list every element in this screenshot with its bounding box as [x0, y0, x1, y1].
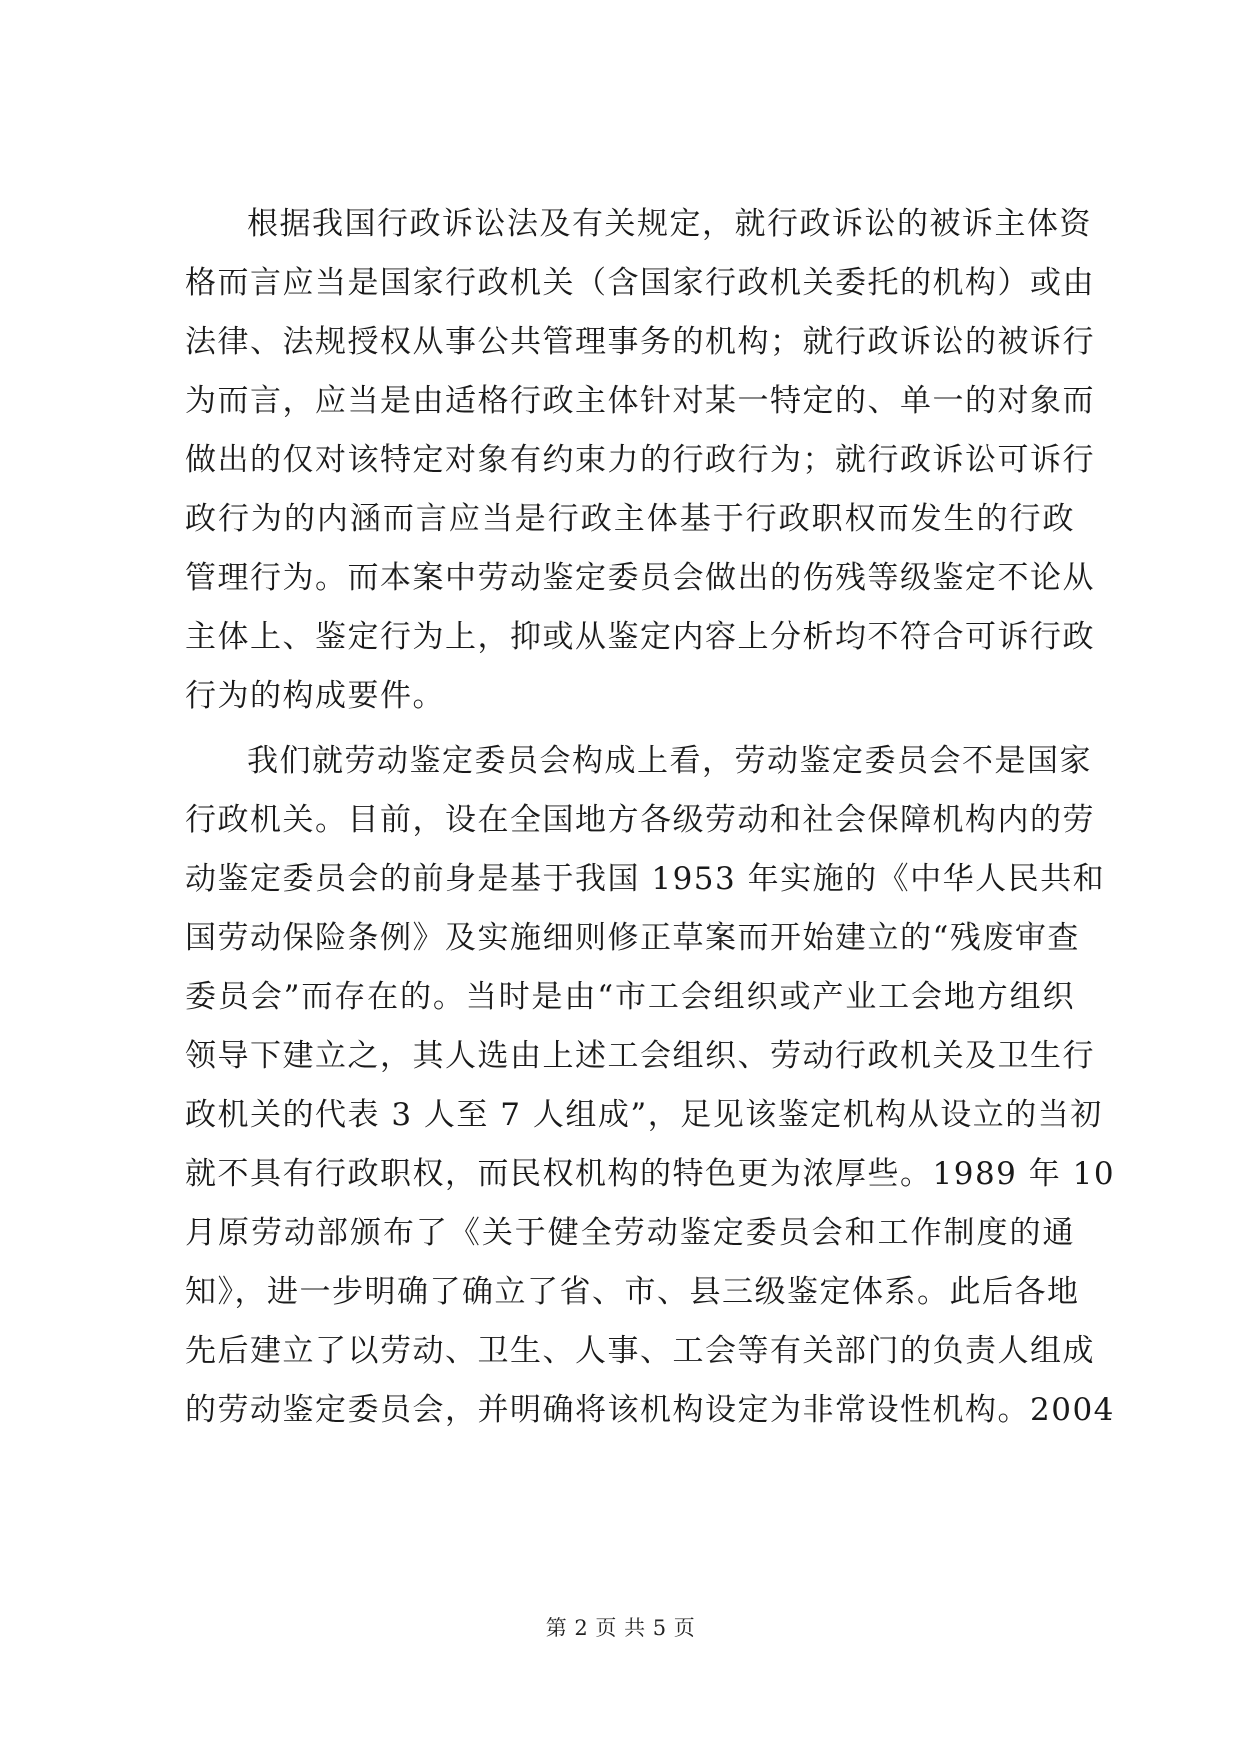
paragraph-1: [185, 195, 1095, 726]
paragraph-2: [185, 732, 1116, 1440]
text-line: 法律、法规授权从事公共管理事务的机构；就行政诉讼的被诉行: [185, 324, 1095, 360]
text-line: 的劳动鉴定委员会，并明确将该机构设定为非常设性机构。2004: [185, 1392, 1115, 1428]
text-line: 知》，进一步明确了确立了省、市、县三级鉴定体系。此后各地: [185, 1274, 1080, 1310]
text-line: 管理行为。而本案中劳动鉴定委员会做出的伤残等级鉴定不论从: [185, 560, 1095, 596]
text-line: 主体上、鉴定行为上，抑或从鉴定内容上分析均不符合可诉行政: [185, 619, 1095, 655]
text-line: 委员会”而存在的。当时是由“市工会组织或产业工会地方组织: [185, 979, 1075, 1015]
text-line: 根据我国行政诉讼法及有关规定，就行政诉讼的被诉主体资: [247, 206, 1092, 242]
text-line: 先后建立了以劳动、卫生、人事、工会等有关部门的负责人组成: [185, 1333, 1095, 1369]
text-line: 月原劳动部颁布了《关于健全劳动鉴定委员会和工作制度的通: [185, 1215, 1075, 1251]
text-line: 行政机关。目前，设在全国地方各级劳动和社会保障机构内的劳: [185, 802, 1095, 838]
text-line: 领导下建立之，其人选由上述工会组织、劳动行政机关及卫生行: [185, 1038, 1095, 1074]
text-line: 政机关的代表 3 人至 7 人组成”，足见该鉴定机构从设立的当初: [185, 1097, 1103, 1133]
text-line: 我们就劳动鉴定委员会构成上看，劳动鉴定委员会不是国家: [247, 743, 1092, 779]
text-line: 国劳动保险条例》及实施细则修正草案而开始建立的“残废审查: [185, 920, 1080, 956]
text-line: 动鉴定委员会的前身是基于我国 1953 年实施的《中华人民共和: [185, 861, 1106, 897]
text-line: 行为的构成要件。: [185, 678, 445, 714]
text-line: 就不具有行政职权，而民权机构的特色更为浓厚些。1989 年 10: [185, 1156, 1116, 1192]
page-number-footer: 第 2 页 共 5 页: [545, 1616, 696, 1640]
document-body: [185, 195, 1116, 1440]
text-line: 格而言应当是国家行政机关（含国家行政机关委托的机构）或由: [185, 265, 1095, 301]
text-line: 政行为的内涵而言应当是行政主体基于行政职权而发生的行政: [185, 501, 1075, 537]
text-line: 做出的仅对该特定对象有约束力的行政行为；就行政诉讼可诉行: [185, 442, 1095, 478]
text-line: 为而言，应当是由适格行政主体针对某一特定的、单一的对象而: [185, 383, 1095, 419]
